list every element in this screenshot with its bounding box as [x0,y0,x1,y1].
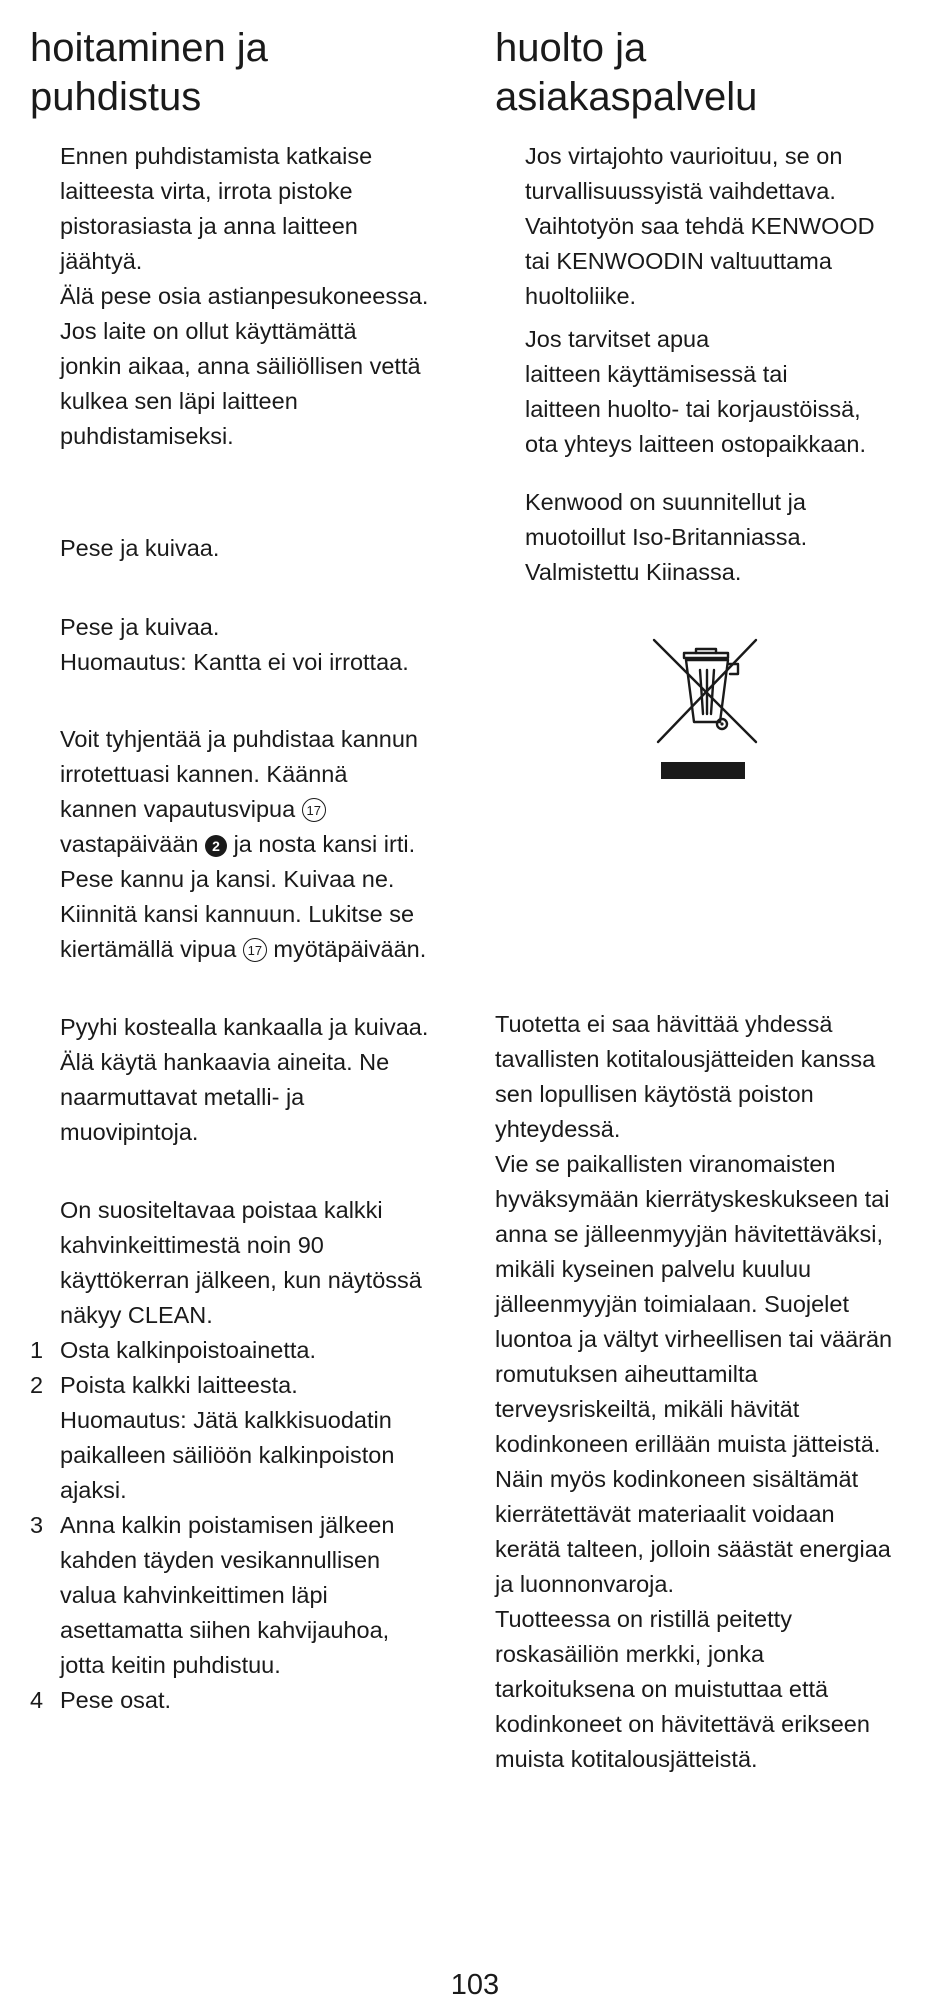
text-line: ajaksi. [60,1477,127,1503]
wash-instruction-2 [60,610,409,680]
text-line: mikäli kyseinen palvelu kuuluu [495,1256,812,1282]
text-line: tai KENWOODIN valtuuttama [525,248,832,274]
help-contact [525,322,945,462]
text-line: sen lopullisen käytöstä poiston [495,1081,814,1107]
text-line: kulkea sen läpi laitteen [60,388,298,414]
text-line: roskasäiliön merkki, jonka [495,1641,765,1667]
text-line: Pese kannu ja kansi. Kuivaa ne. [60,866,395,892]
text-line: tavallisten kotitalousjätteiden kanssa [495,1046,876,1072]
text-line: Jos tarvitset apua [525,326,710,352]
text-line: hyväksymään kierrätyskeskukseen tai [495,1186,890,1212]
text-line: ota yhteys laitteen ostopaikkaan. [525,431,866,457]
descale-step-3 [30,1508,480,1683]
text-line: käyttökerran jälkeen, kun näytössä [60,1267,422,1293]
left-title-line1: hoitaminen ja [30,26,268,70]
text-line: Kenwood on suunnitellut ja [525,489,806,515]
text-line: Huomautus: Jätä kalkkisuodatin [60,1407,392,1433]
text-line: muovipintoja. [60,1119,199,1145]
text-line: turvallisuussyistä vaihdettava. [525,178,836,204]
left-section-title [30,24,268,122]
text-line: Jos virtajohto vaurioituu, se on [525,143,843,169]
text-line: Kiinnitä kansi kannuun. Lukitse se [60,901,415,927]
descale-step-4 [30,1683,480,1718]
text-line: kodinkoneen erillään muista jätteistä. [495,1431,881,1457]
text-line [60,932,480,967]
text-line: ja luonnonvaroja. [495,1571,674,1597]
power-cord-notice [525,139,945,314]
text-line: kahvinkeittimestä noin 90 [60,1232,324,1258]
text-fragment: myötäpäivään. [273,936,427,962]
part-ref-2-icon: 2 [205,835,227,857]
text-fragment: kannen vapautusvipua [60,796,296,822]
text-line: Valmistettu Kiinassa. [525,559,742,585]
text-line: Pyyhi kostealla kankaalla ja kuivaa. [60,1014,429,1040]
cleaning-intro [60,139,480,454]
text-line: muotoillut Iso-Britanniassa. [525,524,808,550]
text-line: puhdistamiseksi. [60,423,234,449]
page-number: 103 [450,1969,500,2001]
text-line: valua kahvinkeittimen läpi [60,1582,328,1608]
text-line: yhteydessä. [495,1116,621,1142]
text-line: pistorasiasta ja anna laitteen [60,213,358,239]
left-title-line2: puhdistus [30,75,202,119]
text-line: kahden täyden vesikannullisen [60,1547,381,1573]
descale-step-2 [30,1368,480,1508]
text-line: Älä pese osia astianpesukoneessa. [60,283,429,309]
text-line: kodinkoneet on hävitettävä erikseen [495,1711,870,1737]
part-ref-17-icon: 17 [302,798,326,822]
text-line [60,792,480,827]
text-line: On suositeltavaa poistaa kalkki [60,1197,383,1223]
crossed-out-wheelie-bin-icon [648,636,766,791]
step-number: 2 [30,1372,44,1398]
text-line: naarmuttavat metalli- ja [60,1084,305,1110]
text-line: anna se jälleenmyyjän hävitettäväksi, [495,1221,883,1247]
text-line: huoltoliike. [525,283,637,309]
text-fragment: kiertämällä vipua [60,936,237,962]
text-line: tarkoituksena on muistuttaa että [495,1676,829,1702]
text-line: Anna kalkin poistamisen jälkeen [60,1512,395,1538]
text-line: Voit tyhjentää ja puhdistaa kannun [60,726,418,752]
text-line: Pese ja kuivaa. [60,614,220,640]
text-line [60,827,480,862]
text-line: asettamatta siihen kahvijauhoa, [60,1617,390,1643]
right-title-line1: huolto ja [495,26,647,70]
text-line: Jos laite on ollut käyttämättä [60,318,357,344]
text-line: Osta kalkinpoistoainetta. [60,1337,317,1363]
text-line: Ennen puhdistamista katkaise [60,143,373,169]
right-section-title [495,24,757,122]
text-line: Pese ja kuivaa. [60,535,220,561]
part-ref-17-icon: 17 [243,938,267,962]
step-number: 3 [30,1512,44,1538]
disposal-notice [495,1007,935,1777]
text-line: Pese osat. [60,1687,172,1713]
right-title-line2: asiakaspalvelu [495,75,758,119]
text-line: jäähtyä. [60,248,143,274]
text-line: romutuksen aiheuttamilta [495,1361,758,1387]
text-line: Tuotetta ei saa hävittää yhdessä [495,1011,833,1037]
text-line: laitteen huolto- tai korjaustöissä, [525,396,861,422]
wipe-instruction [60,1010,480,1150]
jug-cleaning [60,722,480,967]
text-line: paikalleen säiliöön kalkinpoiston [60,1442,395,1468]
text-line: jälleenmyyjän toimialaan. Suojelet [495,1291,850,1317]
text-line: kierrätettävät materiaalit voidaan [495,1501,835,1527]
text-fragment: ja nosta kansi irti. [233,831,416,857]
text-line: muista kotitalousjätteistä. [495,1746,758,1772]
text-fragment: vastapäivään [60,831,199,857]
text-line: Näin myös kodinkoneen sisältämät [495,1466,859,1492]
text-line: irrotettuasi kannen. Käännä [60,761,348,787]
origin-statement [525,485,945,590]
text-line: Vie se paikallisten viranomaisten [495,1151,836,1177]
text-line: terveysriskeiltä, mikäli hävität [495,1396,800,1422]
step-number: 4 [30,1687,44,1713]
text-line: laitteen käyttämisessä tai [525,361,788,387]
text-line: laitteesta virta, irrota pistoke [60,178,353,204]
descale-step-1 [30,1333,480,1368]
text-line: luontoa ja vältyt virheellisen tai väärän [495,1326,893,1352]
text-line: näkyy CLEAN. [60,1302,213,1328]
text-line: Huomautus: Kantta ei voi irrottaa. [60,649,409,675]
text-line: Tuotteessa on ristillä peitetty [495,1606,792,1632]
text-line: Poista kalkki laitteesta. [60,1372,298,1398]
text-line: Älä käytä hankaavia aineita. Ne [60,1049,390,1075]
text-line: Vaihtotyön saa tehdä KENWOOD [525,213,875,239]
descaling-section [30,1193,480,1718]
text-line: kerätä talteen, jolloin säästät energiaa [495,1536,891,1562]
text-line: jonkin aikaa, anna säiliöllisen vettä [60,353,421,379]
step-number: 1 [30,1337,44,1363]
text-line: jotta keitin puhdistuu. [60,1652,281,1678]
wash-instruction-1 [60,531,219,566]
